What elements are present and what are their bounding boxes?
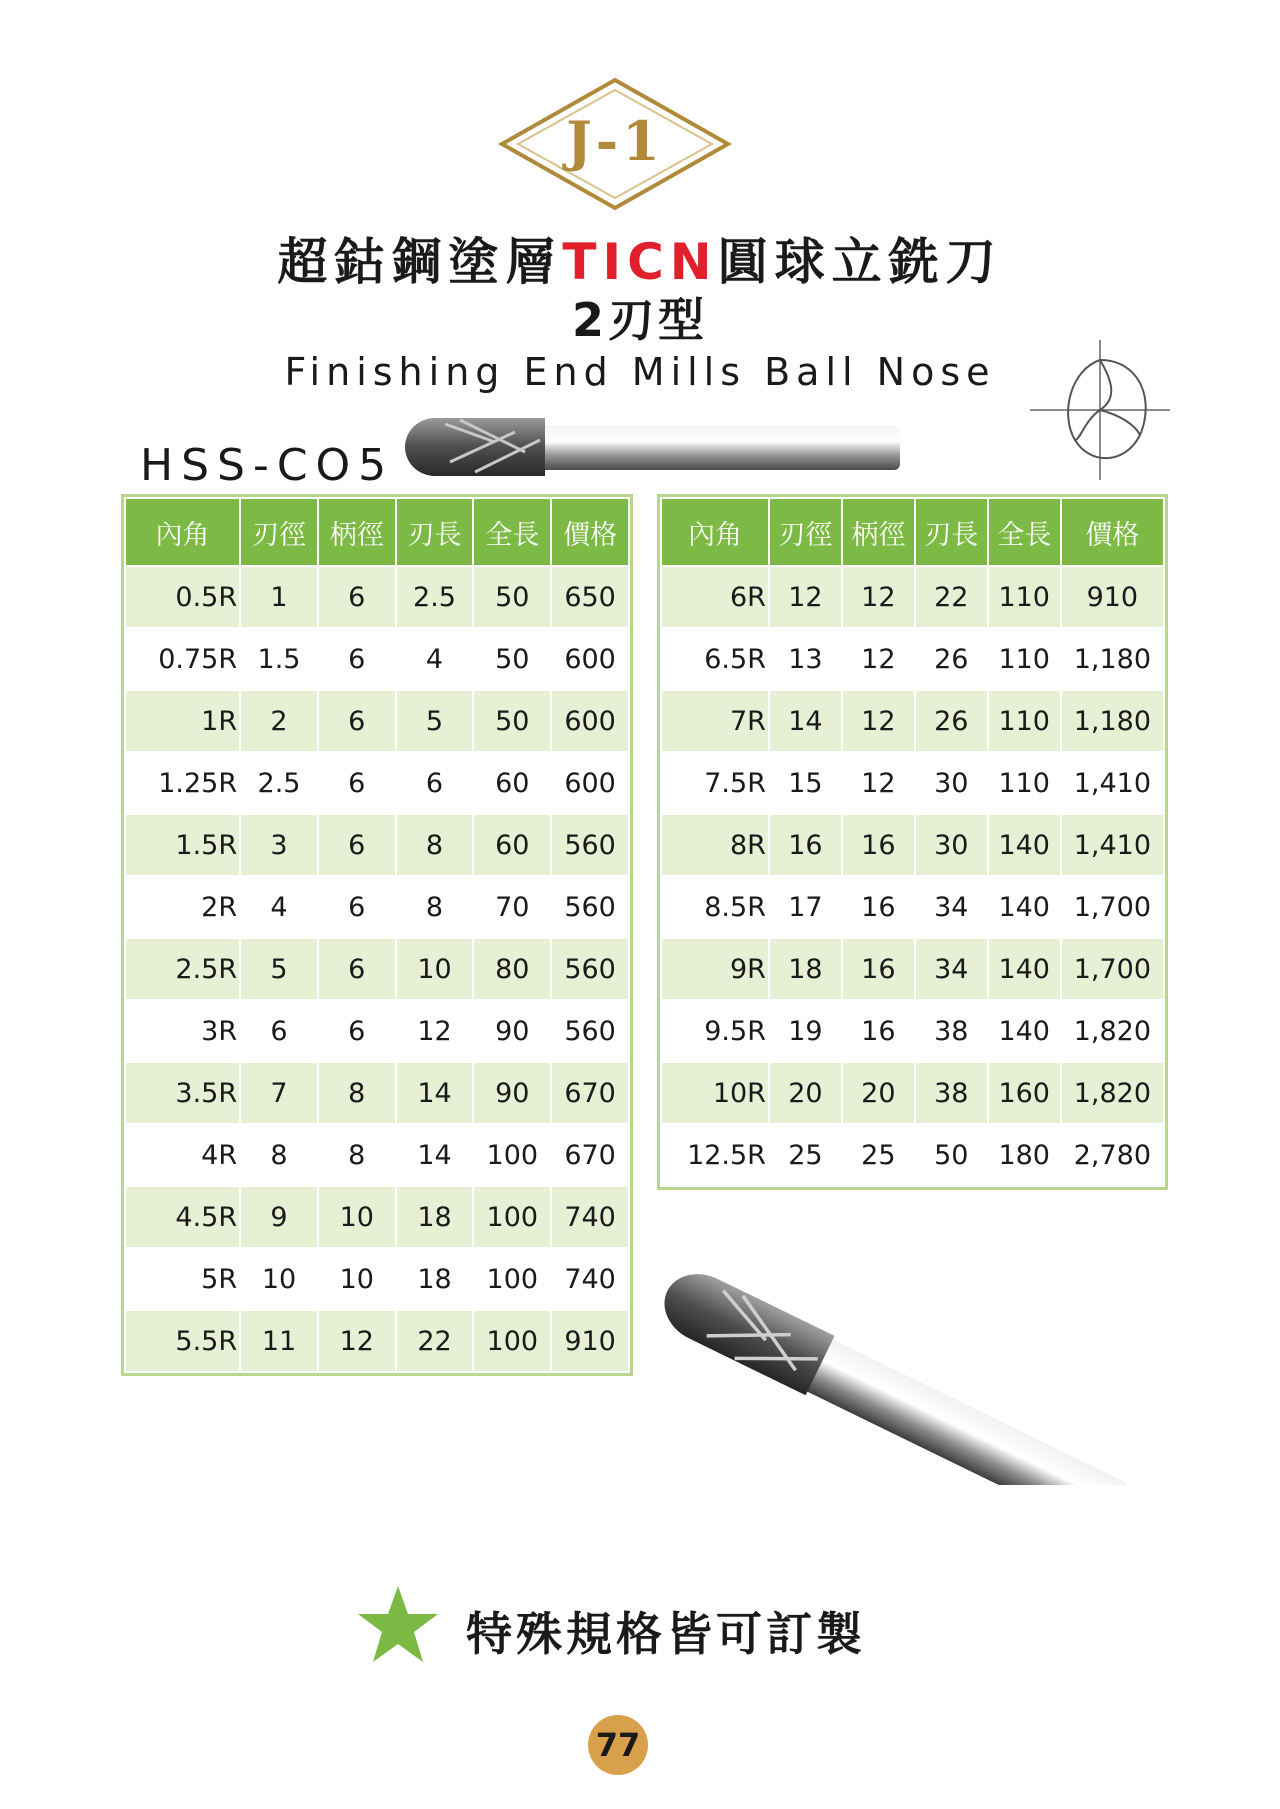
ball-nose-cross-section-diagram xyxy=(1030,340,1170,480)
cell-cutting-length: 12 xyxy=(396,1000,474,1062)
cell-inner-radius: 8.5R xyxy=(661,876,769,938)
cell-overall-length: 100 xyxy=(473,1124,551,1186)
title-suffix: 圓球立銑刀 xyxy=(717,233,1003,291)
table-row xyxy=(661,690,1164,752)
cell-inner-radius: 5.5R xyxy=(125,1310,240,1372)
cell-cutting-diameter: 20 xyxy=(769,1062,842,1124)
cell-cutting-diameter: 4 xyxy=(240,876,318,938)
cell-cutting-length: 22 xyxy=(915,566,988,628)
cell-price: 1,410 xyxy=(1061,814,1164,876)
title-prefix: 超鈷鋼塗層 xyxy=(277,233,563,291)
cell-inner-radius: 4R xyxy=(125,1124,240,1186)
custom-order-note: 特殊規格皆可訂製 xyxy=(466,1607,866,1661)
cell-overall-length: 80 xyxy=(473,938,551,1000)
cell-cutting-length: 50 xyxy=(915,1124,988,1186)
table-row xyxy=(125,1124,629,1186)
cell-overall-length: 110 xyxy=(988,690,1061,752)
star-icon xyxy=(356,1584,440,1664)
cell-shank-diameter: 6 xyxy=(318,690,396,752)
cell-price: 740 xyxy=(551,1186,629,1248)
cell-shank-diameter: 8 xyxy=(318,1062,396,1124)
table-row xyxy=(125,814,629,876)
cell-cutting-diameter: 2.5 xyxy=(240,752,318,814)
cell-overall-length: 140 xyxy=(988,876,1061,938)
cell-cutting-length: 30 xyxy=(915,752,988,814)
cell-price: 670 xyxy=(551,1124,629,1186)
cell-cutting-length: 34 xyxy=(915,938,988,1000)
cell-cutting-diameter: 1 xyxy=(240,566,318,628)
cell-cutting-length: 30 xyxy=(915,814,988,876)
cell-shank-diameter: 6 xyxy=(318,628,396,690)
cell-price: 910 xyxy=(551,1310,629,1372)
col-shank-diameter: 柄徑 xyxy=(318,498,396,566)
cell-price: 1,700 xyxy=(1061,876,1164,938)
cell-cutting-diameter: 13 xyxy=(769,628,842,690)
cell-overall-length: 160 xyxy=(988,1062,1061,1124)
table-row xyxy=(125,752,629,814)
cell-shank-diameter: 12 xyxy=(842,752,915,814)
col-cutting-diameter: 刃徑 xyxy=(769,498,842,566)
cell-inner-radius: 8R xyxy=(661,814,769,876)
cell-price: 560 xyxy=(551,938,629,1000)
cell-shank-diameter: 6 xyxy=(318,876,396,938)
cell-cutting-diameter: 10 xyxy=(240,1248,318,1310)
cell-shank-diameter: 16 xyxy=(842,1000,915,1062)
cell-inner-radius: 6R xyxy=(661,566,769,628)
cell-cutting-length: 8 xyxy=(396,814,474,876)
cell-price: 560 xyxy=(551,1000,629,1062)
cell-cutting-length: 2.5 xyxy=(396,566,474,628)
cell-price: 560 xyxy=(551,876,629,938)
cell-shank-diameter: 25 xyxy=(842,1124,915,1186)
material-label: HSS-CO5 xyxy=(140,440,395,491)
cell-cutting-diameter: 5 xyxy=(240,938,318,1000)
cell-price: 600 xyxy=(551,690,629,752)
table-header-row xyxy=(125,498,629,566)
col-overall-length: 全長 xyxy=(988,498,1061,566)
cell-shank-diameter: 10 xyxy=(318,1248,396,1310)
cell-price: 1,700 xyxy=(1061,938,1164,1000)
ball-nose-end-mill-angled-image xyxy=(660,1245,1160,1485)
cell-price: 650 xyxy=(551,566,629,628)
table-row xyxy=(661,752,1164,814)
cell-overall-length: 50 xyxy=(473,690,551,752)
cell-cutting-diameter: 25 xyxy=(769,1124,842,1186)
cell-shank-diameter: 16 xyxy=(842,876,915,938)
page-subtitle-flute-type: 2刃型 xyxy=(571,293,708,347)
cell-overall-length: 50 xyxy=(473,628,551,690)
table-left-body xyxy=(125,566,629,1372)
cell-inner-radius: 1.5R xyxy=(125,814,240,876)
cell-cutting-diameter: 6 xyxy=(240,1000,318,1062)
table-row xyxy=(661,1124,1164,1186)
col-overall-length: 全長 xyxy=(473,498,551,566)
cell-inner-radius: 2.5R xyxy=(125,938,240,1000)
cell-overall-length: 100 xyxy=(473,1248,551,1310)
cell-overall-length: 140 xyxy=(988,1000,1061,1062)
cell-inner-radius: 10R xyxy=(661,1062,769,1124)
cell-cutting-length: 26 xyxy=(915,628,988,690)
cell-price: 1,180 xyxy=(1061,628,1164,690)
cell-shank-diameter: 16 xyxy=(842,938,915,1000)
cell-overall-length: 110 xyxy=(988,752,1061,814)
cell-price: 670 xyxy=(551,1062,629,1124)
cell-overall-length: 60 xyxy=(473,814,551,876)
table-row xyxy=(125,1062,629,1124)
table-row xyxy=(125,1186,629,1248)
cell-price: 1,410 xyxy=(1061,752,1164,814)
spec-table-right xyxy=(660,497,1165,1187)
page-number: 77 xyxy=(595,1726,641,1764)
cell-cutting-diameter: 18 xyxy=(769,938,842,1000)
cell-cutting-length: 5 xyxy=(396,690,474,752)
col-inner-radius: 內角 xyxy=(125,498,240,566)
cell-cutting-diameter: 8 xyxy=(240,1124,318,1186)
cell-cutting-length: 38 xyxy=(915,1000,988,1062)
table-row xyxy=(125,938,629,1000)
cell-cutting-length: 4 xyxy=(396,628,474,690)
cell-cutting-length: 14 xyxy=(396,1062,474,1124)
cell-shank-diameter: 20 xyxy=(842,1062,915,1124)
cell-inner-radius: 3R xyxy=(125,1000,240,1062)
cell-cutting-diameter: 3 xyxy=(240,814,318,876)
cell-inner-radius: 12.5R xyxy=(661,1124,769,1186)
cell-price: 1,820 xyxy=(1061,1000,1164,1062)
table-row xyxy=(661,628,1164,690)
cell-inner-radius: 6.5R xyxy=(661,628,769,690)
series-badge-label: J-1 xyxy=(566,109,664,173)
cell-overall-length: 140 xyxy=(988,938,1061,1000)
cell-cutting-length: 14 xyxy=(396,1124,474,1186)
cell-inner-radius: 7R xyxy=(661,690,769,752)
cell-shank-diameter: 12 xyxy=(318,1310,396,1372)
cell-cutting-diameter: 7 xyxy=(240,1062,318,1124)
col-cutting-length: 刃長 xyxy=(915,498,988,566)
cell-price: 560 xyxy=(551,814,629,876)
cell-inner-radius: 7.5R xyxy=(661,752,769,814)
col-cutting-length: 刃長 xyxy=(396,498,474,566)
cell-cutting-length: 6 xyxy=(396,752,474,814)
cell-cutting-length: 10 xyxy=(396,938,474,1000)
cell-cutting-diameter: 17 xyxy=(769,876,842,938)
col-inner-radius: 內角 xyxy=(661,498,769,566)
cell-overall-length: 90 xyxy=(473,1062,551,1124)
col-cutting-diameter: 刃徑 xyxy=(240,498,318,566)
cell-shank-diameter: 12 xyxy=(842,628,915,690)
cell-inner-radius: 0.75R xyxy=(125,628,240,690)
cell-overall-length: 70 xyxy=(473,876,551,938)
table-row xyxy=(661,1062,1164,1124)
cell-overall-length: 100 xyxy=(473,1310,551,1372)
cell-cutting-diameter: 12 xyxy=(769,566,842,628)
cell-overall-length: 110 xyxy=(988,628,1061,690)
cell-shank-diameter: 6 xyxy=(318,566,396,628)
cell-shank-diameter: 6 xyxy=(318,814,396,876)
cell-shank-diameter: 10 xyxy=(318,1186,396,1248)
cell-shank-diameter: 12 xyxy=(842,690,915,752)
cell-overall-length: 100 xyxy=(473,1186,551,1248)
table-row xyxy=(125,1310,629,1372)
ball-nose-end-mill-image xyxy=(405,412,905,482)
table-row xyxy=(125,690,629,752)
cell-overall-length: 140 xyxy=(988,814,1061,876)
cell-cutting-diameter: 11 xyxy=(240,1310,318,1372)
cell-price: 910 xyxy=(1061,566,1164,628)
spec-table-left xyxy=(124,497,630,1373)
cell-overall-length: 60 xyxy=(473,752,551,814)
cell-overall-length: 110 xyxy=(988,566,1061,628)
cell-shank-diameter: 6 xyxy=(318,1000,396,1062)
cell-inner-radius: 0.5R xyxy=(125,566,240,628)
cell-cutting-length: 26 xyxy=(915,690,988,752)
cell-price: 1,180 xyxy=(1061,690,1164,752)
cell-shank-diameter: 12 xyxy=(842,566,915,628)
page-title-english: Finishing End Mills Ball Nose xyxy=(284,350,996,394)
table-row xyxy=(661,876,1164,938)
cell-cutting-length: 18 xyxy=(396,1186,474,1248)
table-row xyxy=(125,566,629,628)
cell-cutting-diameter: 9 xyxy=(240,1186,318,1248)
cell-cutting-length: 38 xyxy=(915,1062,988,1124)
cell-price: 1,820 xyxy=(1061,1062,1164,1124)
cell-price: 600 xyxy=(551,628,629,690)
cell-cutting-diameter: 19 xyxy=(769,1000,842,1062)
col-price: 價格 xyxy=(551,498,629,566)
cell-cutting-diameter: 2 xyxy=(240,690,318,752)
cell-cutting-diameter: 15 xyxy=(769,752,842,814)
cell-overall-length: 180 xyxy=(988,1124,1061,1186)
table-row xyxy=(661,938,1164,1000)
cell-inner-radius: 9R xyxy=(661,938,769,1000)
cell-cutting-diameter: 14 xyxy=(769,690,842,752)
table-row xyxy=(661,1000,1164,1062)
cell-shank-diameter: 6 xyxy=(318,752,396,814)
cell-cutting-length: 18 xyxy=(396,1248,474,1310)
cell-overall-length: 50 xyxy=(473,566,551,628)
cell-overall-length: 90 xyxy=(473,1000,551,1062)
cell-cutting-length: 8 xyxy=(396,876,474,938)
cell-shank-diameter: 8 xyxy=(318,1124,396,1186)
table-row xyxy=(125,1000,629,1062)
cell-inner-radius: 5R xyxy=(125,1248,240,1310)
table-row xyxy=(125,1248,629,1310)
cell-inner-radius: 1R xyxy=(125,690,240,752)
cell-inner-radius: 9.5R xyxy=(661,1000,769,1062)
cell-shank-diameter: 6 xyxy=(318,938,396,1000)
cell-cutting-diameter: 1.5 xyxy=(240,628,318,690)
cell-inner-radius: 1.25R xyxy=(125,752,240,814)
cell-price: 600 xyxy=(551,752,629,814)
cell-cutting-diameter: 16 xyxy=(769,814,842,876)
cell-cutting-length: 34 xyxy=(915,876,988,938)
cell-inner-radius: 3.5R xyxy=(125,1062,240,1124)
cell-inner-radius: 2R xyxy=(125,876,240,938)
table-right-body xyxy=(661,566,1164,1186)
col-shank-diameter: 柄徑 xyxy=(842,498,915,566)
title-coating-highlight: TICN xyxy=(562,233,718,291)
cell-price: 740 xyxy=(551,1248,629,1310)
table-row xyxy=(661,814,1164,876)
table-row xyxy=(125,628,629,690)
cell-price: 2,780 xyxy=(1061,1124,1164,1186)
table-row xyxy=(125,876,629,938)
col-price: 價格 xyxy=(1061,498,1164,566)
cell-inner-radius: 4.5R xyxy=(125,1186,240,1248)
cell-shank-diameter: 16 xyxy=(842,814,915,876)
table-header-row xyxy=(661,498,1164,566)
cell-cutting-length: 22 xyxy=(396,1310,474,1372)
table-row xyxy=(661,566,1164,628)
